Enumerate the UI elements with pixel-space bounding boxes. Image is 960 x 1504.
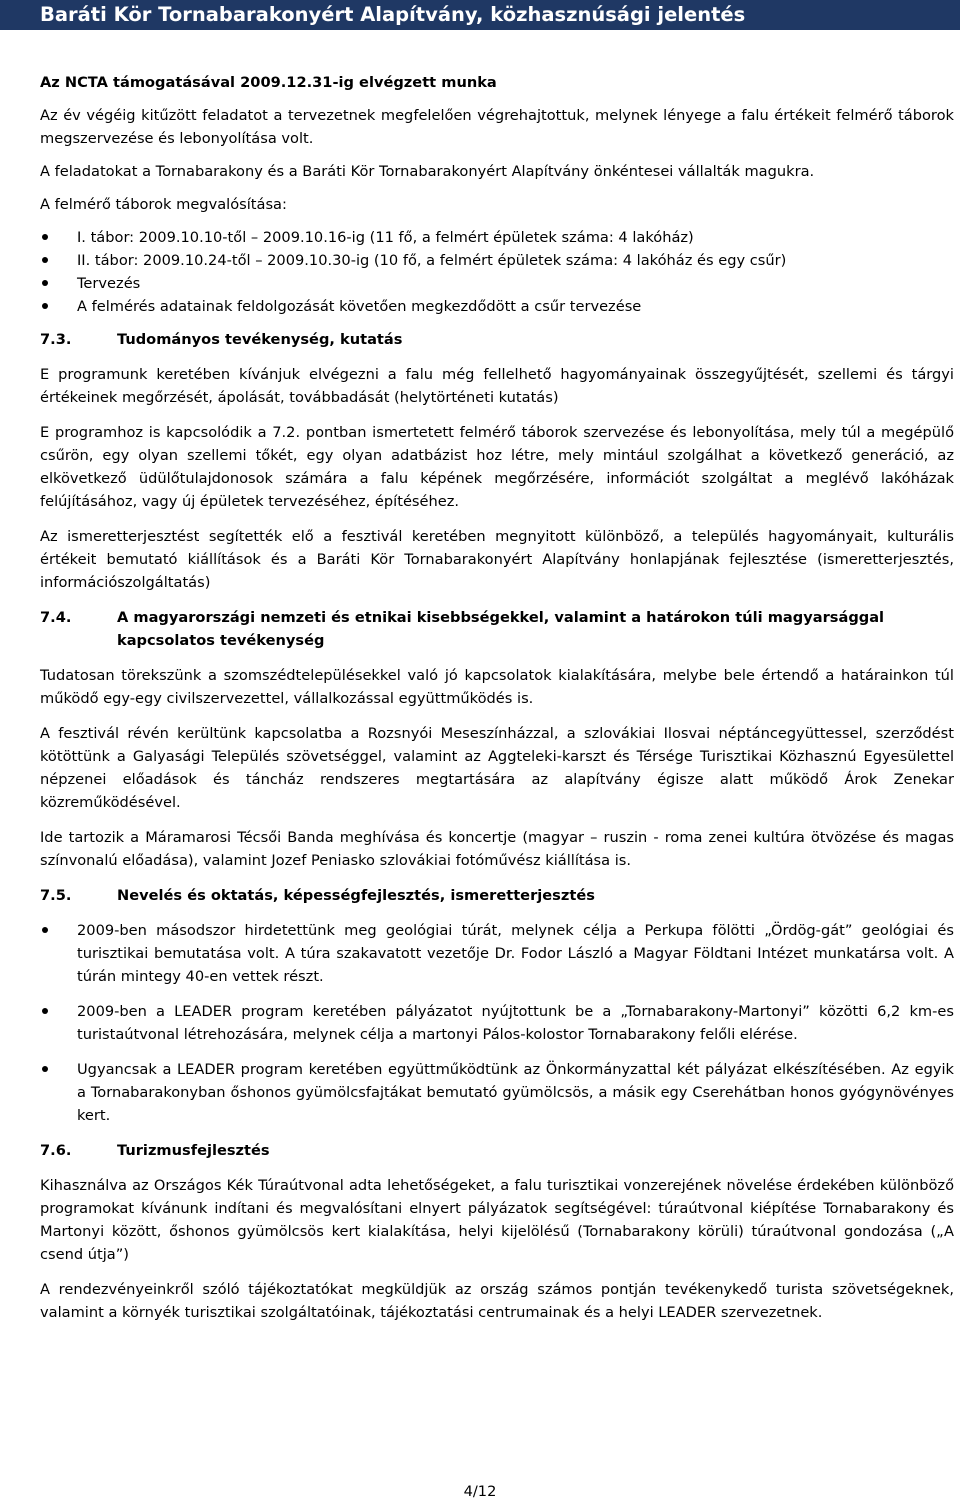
list-item: 2009-ben másodszor hirdetettünk meg geológiai túrát, melynek célja a Perkupa fölötti „Ördög-gát” geológiai és turisztikai bemutatása volt. A túra szakavatott vezetője Dr. Fodor László a Magyar Földtani Intézet munkatársa volt. A túrán mintegy 40-en vettek részt. [40,919,954,988]
section-number: 7.5. [40,887,72,904]
intro-heading: Az NCTA támogatásával 2009.12.31-ig elvégzett munka [40,74,497,91]
section-7-4-paragraph-3: Ide tartozik a Máramarosi Técsői Banda meghívása és koncertje (magyar – ruszin - roma zenei kultúra ötvözése és magas színvonalú előadása), valamint Jozef Peniasko szlovákiai fotóművész kiállítása is. [40,829,954,869]
intro-paragraph-2: A feladatokat a Tornabarakony és a Baráti Kör Tornabarakonyért Alapítvány önkéntesei vállalták magukra. [40,163,815,180]
intro-paragraph-1: Az év végéig kitűzött feladatot a tervezetnek megfelelően végrehajtottuk, melynek lényege a falu értékeit felmérő táborok megszervezése és lebonyolítása volt. [40,107,954,147]
document-body [40,71,954,1324]
section-7-3-paragraph-2: E programhoz is kapcsolódik a 7.2. pontban ismertetett felmérő táborok szervezése és lebonyolítása, mely túl a megépülő csűrön, egy olyan szellemi tőkét, egy olyan adatbázist hoz létre, mely mintául szolgálhat a következő generáció, az elkövetkező üdülőtulajdonosok számára a falu képének megőrzésére, információt szolgáltat a meglévő lakóházak felújításához, vagy új épületek tervezéséhez, építéséhez. [40,424,954,510]
section-7-3-paragraph-3: Az ismeretterjesztést segítették elő a fesztivál keretében megnyitott különböző, a település hagyományait, kulturális értékeit bemutató kiállítások és a Baráti Kör Tornabarakonyért Alapítvány honlapjának fejlesztése (ismeretterjesztés, információszolgáltatás) [40,528,954,591]
section-7-4-paragraph-1: Tudatosan törekszünk a szomszédtelepülésekkel való jó kapcsolatok kialakítására, melybe bele értendő a határainkon túl működő egy-egy civilszervezettel, vállalkozással együttműködés is. [40,667,954,707]
bullet-icon [42,257,48,263]
section-number: 7.3. [40,331,72,348]
section-7-4-paragraph-2: A fesztivál révén kerültünk kapcsolatba a Rozsnyói Meseszínházzal, a szlovákiai Ilosvai néptáncegyüttessel, szerződést kötöttünk a Galyasági Település szövetséggel, valamint az Aggteleki-karszt és Térsége Turisztikai Közhasznú Egyesülettel népzenei előadások és táncház rendszeres megtartására az alapítvány égisze alatt működő Árok Zenekar közreműködésével. [40,725,954,811]
section-title: Tudományos tevékenység, kutatás [117,331,403,348]
section-title: A magyarországi nemzeti és etnikai kisebbségekkel, valamint a határokon túli magyarsággal kapcsolatos tevékenység [117,609,885,649]
section-number: 7.6. [40,1142,72,1159]
bullet-icon [42,234,48,240]
section-7-6-heading [40,1139,954,1162]
intro-paragraph-3: A felmérő táborok megvalósítása: [40,196,287,213]
section-7-3-paragraph-1: E programunk keretében kívánjuk elvégezni a falu még fellelhető hagyományainak összegyűjtését, szellemi és tárgyi értékeinek megőrzését, ápolását, továbbadását (helytörténeti kutatás) [40,366,954,406]
section-7-6-paragraph-1: Kihasználva az Országos Kék Túraútvonal adta lehetőségeket, a falu turisztikai vonzerejének növelése érdekében különböző programokat kívánunk indítani és megvalósítani elnyert pályázatok segítségével: túraútvonal kiépítése Tornabarakony és Martonyi között, őshonos gyümölcsös kert kialakítása, helyi kijelölésű (Tornabarakony körüli) túraútvonal gondozása („A csend útja”) [40,1177,954,1263]
section-7-3-heading [40,328,954,351]
bullet-icon [42,280,48,286]
section-title: Nevelés és oktatás, képességfejlesztés, ismeretterjesztés [117,887,595,904]
bullet-icon [42,303,48,309]
list-item: 2009-ben a LEADER program keretében pályázatot nyújtottunk be a „Tornabarakony-Martonyi” közötti 6,2 km-es turistaútvonal létrehozására, melynek célja a martonyi Pálos-kolostor Tornabarakony felőli elérése. [40,1000,954,1046]
page-number: 4/12 [463,1483,497,1500]
section-7-6-paragraph-2: A rendezvényeinkről szóló tájékoztatókat megküldjük az ország számos pontján tevékenykedő turista szövetségeknek, valamint a környék turisztikai szolgáltatóinak, tájékoztatási centrumainak és a helyi LEADER szervezetnek. [40,1281,954,1321]
section-title: Turizmusfejlesztés [117,1142,270,1159]
education-list [40,919,954,1127]
bullet-icon [42,1008,48,1014]
section-7-5-heading [40,884,954,907]
bullet-icon [42,1066,48,1072]
list-item: II. tábor: 2009.10.24-től – 2009.10.30-ig (10 fő, a felmért épületek száma: 4 lakóház és egy csűr) [40,249,954,272]
list-item: Ugyancsak a LEADER program keretében együttműködtünk az Önkormányzattal két pályázat elkészítésében. Az egyik a Tornabarakonyban őshonos gyümölcsfajtákat bemutató gyümölcsös, a másik egy Cserehátban honos gyógynövényes kert. [40,1058,954,1127]
section-7-4-heading [40,606,954,652]
list-item: A felmérés adatainak feldolgozását követően megkezdődött a csűr tervezése [40,295,954,318]
list-item: I. tábor: 2009.10.10-től – 2009.10.16-ig (11 fő, a felmért épületek száma: 4 lakóház) [40,226,954,249]
bullet-icon [42,927,48,933]
section-number: 7.4. [40,609,72,626]
header-title: Baráti Kör Tornabarakonyért Alapítvány, közhasznúsági jelentés [40,3,746,26]
camp-list [40,226,954,318]
document-header [0,0,960,30]
list-item: Tervezés [40,272,954,295]
